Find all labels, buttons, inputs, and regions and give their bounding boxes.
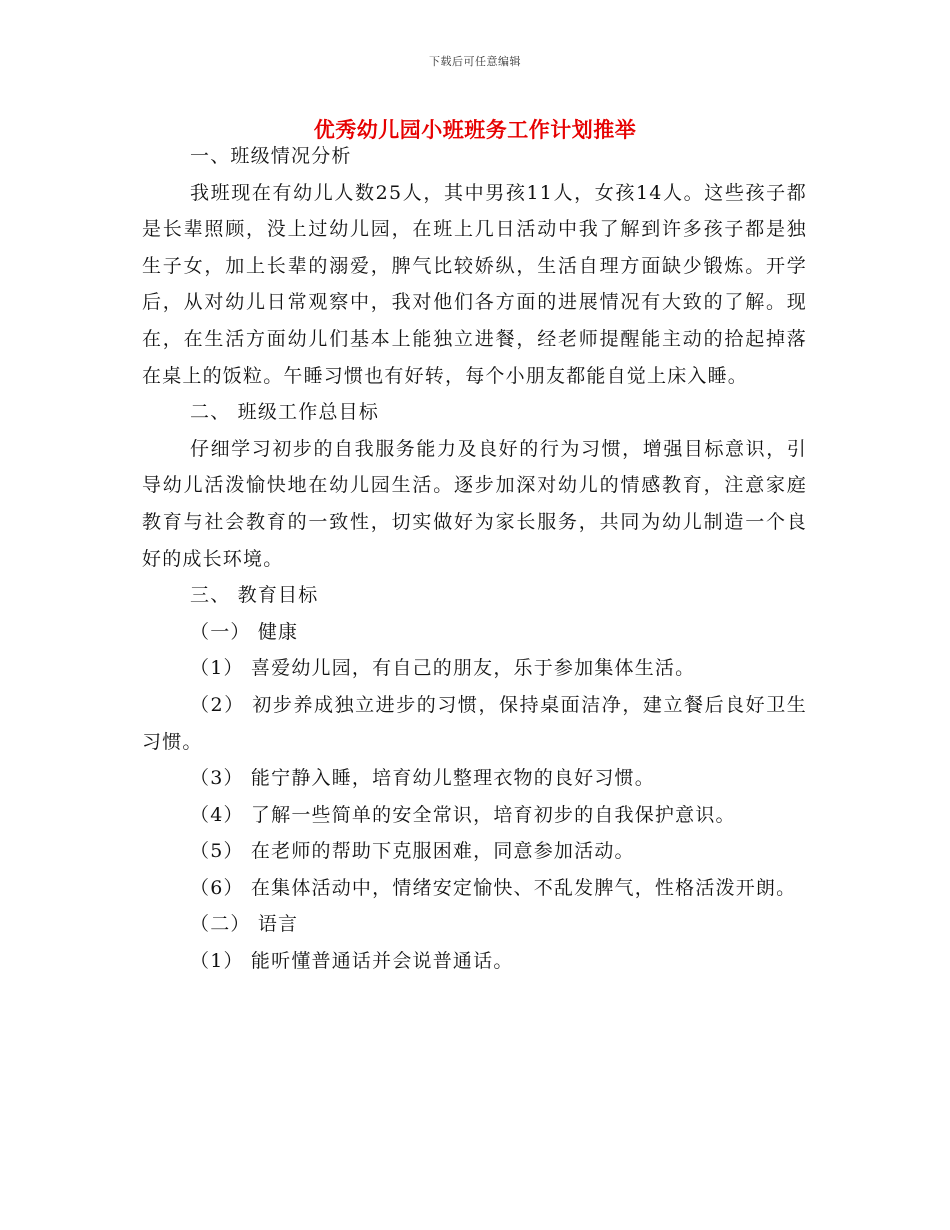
list-item-health: （6） 在集体活动中，情绪安定愉快、不乱发脾气，性格活泼开朗。 bbox=[190, 876, 797, 899]
list-item-health: （5） 在老师的帮助下克服困难，同意参加活动。 bbox=[190, 840, 635, 863]
list-item-health: （4） 了解一些简单的安全常识，培育初步的自我保护意识。 bbox=[190, 803, 736, 826]
paragraph-class-situation: 我班现在有幼儿人数25人，其中男孩11人，女孩14人。这些孩子都是长辈照顾，没上过幼儿园，在班上几日活动中我了解到许多孩子都是独生子女，加上长辈的溺爱，脾气比较娇纵，生活自理方面缺少锻炼。开学后，从对幼儿日常观察中，我对他们各方面的进展情况有大致的了解。现在，在生活方面幼儿们基本上能独立进餐，经老师提醒能主动的拾起掉落在桌上的饭粒。午睡习惯也有好转，每个小朋友都能自觉上床入睡。 bbox=[142, 181, 807, 387]
subsection-heading-health: （一） 健康 bbox=[190, 620, 299, 643]
document-body bbox=[142, 138, 807, 980]
subsection-heading-language: （二） 语言 bbox=[190, 913, 299, 936]
list-item-health: （2） 初步养成独立进步的习惯，保持桌面洁净，建立餐后良好卫生习惯。 bbox=[142, 693, 807, 753]
list-item-health: （1） 喜爱幼儿园，有自己的朋友，乐于参加集体生活。 bbox=[190, 657, 696, 680]
section-heading-class-situation: 一、班级情况分析 bbox=[190, 145, 352, 167]
section-heading-education-goals: 三、 教育目标 bbox=[190, 584, 319, 607]
paragraph-work-goals: 仔细学习初步的自我服务能力及良好的行为习惯，增强目标意识，引导幼儿活泼愉快地在幼儿园生活。逐步加深对幼儿的情感教育，注意家庭教育与社会教育的一致性，切实做好为家长服务，共同为幼儿制造一个良好的成长环境。 bbox=[142, 437, 807, 570]
section-heading-work-goals: 二、 班级工作总目标 bbox=[190, 401, 380, 424]
document-title: 优秀幼儿园小班班务工作计划推举 bbox=[313, 117, 637, 142]
page-header-note: 下载后可任意编辑 bbox=[429, 55, 521, 68]
list-item-health: （3） 能宁静入睡，培育幼儿整理衣物的良好习惯。 bbox=[190, 767, 655, 790]
list-item-language: （1） 能听懂普通话并会说普通话。 bbox=[190, 950, 514, 973]
